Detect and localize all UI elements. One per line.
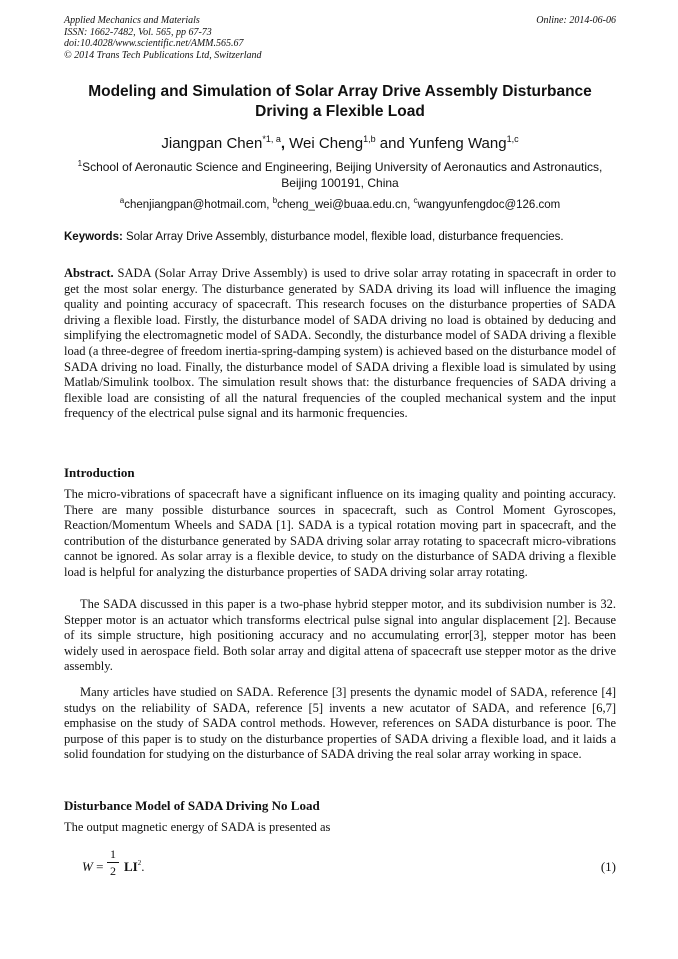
equation-rhs [124, 859, 144, 875]
email-marker: a [119, 196, 125, 205]
affiliation-line-2: Beijing 100191, China [281, 176, 399, 190]
author-affil-marker: 1,c [506, 134, 519, 144]
equation-period: . [141, 859, 145, 874]
journal-issn: ISSN: 1662-7482, Vol. 565, pp 67-73 [64, 26, 212, 38]
affiliation [64, 156, 616, 191]
affiliation-text: School of Aeronautic Science and Engineering, Beijing University of Aeronautics and Astronautics, [82, 160, 603, 174]
fraction-numerator: 1 [110, 847, 116, 861]
email-marker: c [413, 196, 418, 205]
equation-lhs [82, 859, 103, 875]
fraction-denominator: 2 [110, 864, 116, 878]
email-link[interactable]: chenjiangpan@hotmail.com, [124, 199, 273, 211]
keywords-text: Solar Array Drive Assembly, disturbance model, flexible load, disturbance frequencies. [122, 231, 564, 243]
author-affil-marker: 1,b [363, 134, 376, 144]
section-paragraph: The output magnetic energy of SADA is presented as [64, 820, 331, 834]
equation-exponent: 2 [137, 859, 142, 867]
email-link[interactable]: wangyunfengdoc@126.com [417, 199, 561, 211]
author-name: Yunfeng Wang [408, 135, 507, 152]
online-date: Online: 2014-06-06 [536, 15, 616, 26]
equation-term: LI [124, 859, 138, 874]
author-name: Jiangpan Chen [161, 135, 263, 152]
equation-variable: W [82, 859, 93, 874]
introduction-paragraph-1: The micro-vibrations of spacecraft have a significant influence on its imaging quality and pointing accuracy. There are many possible disturbance sources in spacecraft, such as Control Moment Gyroscopes, Reaction/Momentum Wheels and SADA [1]. SADA is a typical rotation moving part in spacecraft, and the contribution of the disturbance generated by SADA driving solar array rotating to spacecraft micro-vibrations cannot be ignored. As solar array is a flexible device, to study on the disturbance of SADA driving a flexible load is helpful for analyzing the disturbance properties of SADA driving solar array rotating. [64, 487, 616, 579]
introduction-paragraph-3: Many articles have studied on SADA. Reference [3] presents the dynamic model of SADA, reference [4] studys on the reliability of SADA, reference [5] invents a new acutator of SADA, and reference [6,7] emphasise on the study of SADA control methods. However, references on SADA disturbance is poor. The purpose of this paper is to study on the disturbance properties of SADA driving a flexible load, and it laids a solid foundation for studying on the disturbance of SADA driving the real solar array working in space. [64, 685, 616, 762]
equation-1 [82, 847, 616, 887]
fraction-bar [107, 862, 119, 863]
abstract-text: SADA (Solar Array Drive Assembly) is used to drive solar array rotating in spacecraft in order to get the most solar energy. The disturbance generated by SADA driving its load will influence the imaging quality and pointing accuracy of spacecraft. This research focuses on the disturbance properties of SADA driving a flexible load. Firstly, the disturbance model of SADA driving no load is obtained by deducing and simplifying the electromagnetic model of SADA. Secondly, the disturbance model of SADA driving a flexible load (a three-degree of freedom inertia-spring-damping system) is achieved based on the disturbance model of SADA driving no load. Finally, the disturbance model of SADA driving a flexible load is simulated by using Matlab/Simulink toolbox. The simulation result shows that: the disturbance frequencies of SADA driving a flexible load are consisting of all the natural frequencies of the coupled mechanical system and the input frequency of the electrical pulse signal and its harmonic frequencies. [64, 266, 616, 421]
author-name: Wei Cheng [289, 135, 364, 152]
journal-copyright: © 2014 Trans Tech Publications Ltd, Switzerland [64, 49, 262, 61]
paper-title [64, 82, 616, 122]
author-affil-marker: *1, a [262, 134, 281, 144]
introduction-heading: Introduction [64, 465, 135, 480]
abstract-label: Abstract. [64, 266, 114, 280]
journal-header [64, 15, 616, 61]
abstract-paragraph [64, 266, 616, 422]
journal-doi[interactable]: doi:10.4028/www.scientific.net/AMM.565.67 [64, 38, 244, 49]
email-link[interactable]: cheng_wei@buaa.edu.cn, [277, 199, 414, 211]
author-list [64, 130, 616, 153]
equation-number: (1) [600, 859, 616, 874]
author-separator: , [280, 135, 290, 152]
section-heading: Disturbance Model of SADA Driving No Load [64, 798, 320, 813]
equation-equals: = [92, 859, 104, 874]
affiliation-line-1 [64, 156, 616, 175]
affiliation-marker: 1 [77, 159, 83, 168]
email-marker: b [272, 196, 278, 205]
title-line-2: Driving a Flexible Load [255, 103, 425, 120]
author-emails [64, 194, 616, 212]
equation-fraction [107, 847, 119, 878]
journal-name: Applied Mechanics and Materials [64, 15, 200, 26]
title-line-1: Modeling and Simulation of Solar Array Drive Assembly Disturbance [88, 83, 592, 100]
keywords-label: Keywords: [64, 231, 123, 243]
author-separator: and [375, 135, 409, 152]
keywords [64, 230, 616, 244]
introduction-paragraph-2: The SADA discussed in this paper is a two-phase hybrid stepper motor, and its subdivision number is 32. Stepper motor is an actuator which transforms electrical pulse signal into angular displacement [2]. Because of its simple structure, high positioning accuracy and no accumulating error[3], stepper motor has been widely used in aerospace field. Both solar array and digital attena of spacecraft use stepper motor as the drive assembly. [64, 597, 616, 674]
